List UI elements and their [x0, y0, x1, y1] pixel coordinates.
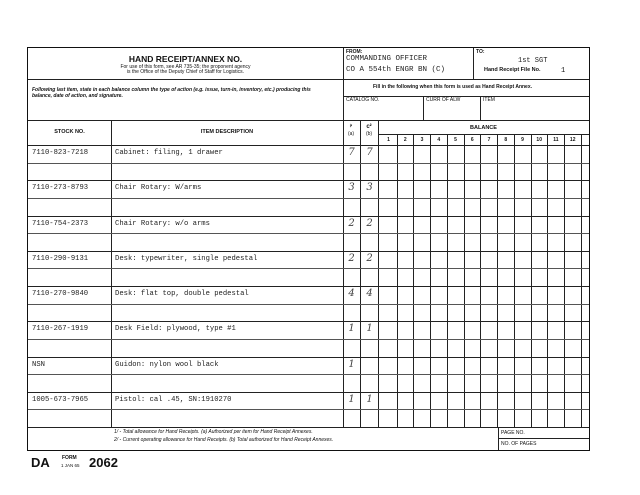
balance-grid-line	[581, 134, 582, 427]
balance-column-number: 9	[521, 137, 524, 143]
item-description-cell[interactable]: Chair Rotary: w/o arms	[115, 219, 210, 228]
stock-number-cell[interactable]: 7110-754-2373	[32, 219, 89, 228]
col-b-divider	[378, 120, 379, 427]
footer-top-rule	[28, 427, 589, 428]
header-divider-to	[473, 48, 474, 80]
column-b-sub: (b)	[365, 131, 373, 137]
item-description-cell[interactable]: Desk: flat top, double pedestal	[115, 290, 249, 298]
stock-number-cell[interactable]: NSN	[32, 360, 45, 369]
column-b-value[interactable]: 7	[366, 147, 373, 158]
header-divider-from	[343, 48, 344, 80]
column-a-value[interactable]: 1	[348, 393, 355, 405]
balance-column-number: 7	[487, 137, 491, 143]
row-rule	[28, 286, 589, 287]
catalog-no-label: CATALOG NO.	[346, 97, 380, 103]
item-description-cell[interactable]: Guidon: nylon wool black	[115, 360, 219, 369]
column-a-value[interactable]: 4	[348, 288, 355, 299]
desc-col-divider	[343, 120, 344, 427]
col-a-divider	[360, 120, 361, 427]
balance-grid-line	[413, 134, 414, 427]
item-description-cell[interactable]: Cabinet: filing, 1 drawer	[115, 149, 223, 157]
page-no-label: PAGE NO.	[501, 430, 525, 436]
stock-col-divider	[111, 120, 112, 427]
item-label: ITEM	[483, 97, 495, 103]
balance-grid-line	[547, 134, 548, 427]
footnote-2: 2/ - Current operating allowance for Hand Receipts. (b) Total authorized for Hand Receipt Annexes.	[114, 437, 334, 443]
from-value-line-2[interactable]: CO A 554th ENGR BN (C)	[346, 66, 446, 74]
stock-number-cell[interactable]: 7110-290-9131	[32, 254, 89, 263]
balance-grid-line	[397, 134, 398, 427]
stock-number-cell[interactable]: 7110-267-1919	[32, 325, 89, 334]
item-description-cell[interactable]: Pistol: cal .45, SN:1910270	[115, 395, 232, 404]
item-description-header: ITEM DESCRIPTION	[200, 129, 254, 135]
half-row-rule	[28, 268, 589, 269]
row-rule	[28, 321, 589, 322]
form-word: FORM	[62, 455, 77, 461]
stock-number-cell[interactable]: 7110-270-9840	[32, 290, 89, 298]
column-a-value[interactable]: 7	[348, 147, 355, 158]
curr-of-alw-label: CURR OF ALW	[426, 97, 461, 103]
from-value-line-1[interactable]: COMMANDING OFFICER	[346, 55, 428, 63]
row-rule	[28, 216, 589, 217]
row-rule	[28, 392, 589, 393]
column-b-value[interactable]: 2	[366, 252, 373, 264]
hr-file-label: Hand Receipt File No.	[484, 67, 541, 73]
balance-column-number: 2	[403, 137, 407, 143]
curr-divider	[480, 96, 481, 120]
stock-number-cell[interactable]: 7110-273-8793	[32, 184, 89, 193]
page-box-rule	[498, 438, 589, 439]
proponent-note-2: is the Office of the Deputy Chief of Staff for Logistics.	[126, 69, 245, 75]
balance-column-number: 6	[470, 137, 474, 143]
column-b-value[interactable]: 1	[366, 393, 373, 405]
hr-file-value[interactable]: 1	[561, 67, 566, 75]
column-b-header: c²	[366, 124, 372, 130]
instruction-bottom-rule	[28, 120, 589, 121]
half-row-rule	[28, 339, 589, 340]
balance-column-number: 10	[536, 137, 542, 143]
form-date: 1 JAN 65	[61, 463, 80, 468]
balance-grid-line	[514, 134, 515, 427]
instruction-divider	[343, 80, 344, 120]
no-of-pages-label: NO. OF PAGES	[501, 441, 537, 447]
half-row-rule	[28, 304, 589, 305]
balance-column-number: 4	[437, 137, 441, 143]
balance-column-number: 11	[553, 137, 559, 143]
column-b-value[interactable]: 4	[366, 288, 373, 299]
row-rule	[28, 357, 589, 358]
half-row-rule	[28, 374, 589, 375]
header-bottom-rule	[28, 79, 589, 80]
form-number: 2062	[89, 455, 118, 470]
hand-receipt-form	[27, 47, 590, 451]
balance-grid-line	[464, 134, 465, 427]
balance-column-number: 8	[504, 137, 508, 143]
instruction-text: Following last item, state in each balance column the type of action (e.g. issue, turn-in, inventory, etc.) producing this balance, date of action, and signature.	[32, 87, 311, 99]
half-row-rule	[28, 198, 589, 199]
to-label: TO:	[476, 49, 485, 55]
column-a-header: ⁱ′	[349, 125, 353, 131]
column-a-value[interactable]: 3	[348, 182, 355, 194]
balance-header-rule	[378, 134, 589, 135]
balance-grid-line	[497, 134, 498, 427]
annex-fill-note: Fill in the following when this form is used as Hand Receipt Annex.	[373, 84, 532, 90]
balance-column-number: 1	[387, 137, 390, 143]
column-a-sub: (a)	[347, 131, 355, 137]
column-a-value[interactable]: 2	[348, 252, 355, 264]
proponent-note-1: For use of this form, see AR 735-35; the proponent agency	[120, 64, 251, 70]
balance-grid-line	[430, 134, 431, 427]
stock-number-cell[interactable]: 7110-823-7218	[32, 149, 89, 157]
column-a-value[interactable]: 1	[348, 358, 355, 370]
table-header-bottom-rule	[28, 145, 589, 146]
to-value[interactable]: 1st SGT	[518, 57, 548, 65]
da-label: DA	[31, 455, 50, 470]
catalog-divider	[423, 96, 424, 120]
half-row-rule	[28, 163, 589, 164]
item-description-cell[interactable]: Desk Field: plywood, type #1	[115, 325, 236, 334]
stock-no-header: STOCK NO.	[54, 129, 85, 135]
row-rule	[28, 180, 589, 181]
from-label: FROM:	[346, 49, 363, 55]
column-b-value[interactable]: 1	[366, 323, 373, 335]
stock-number-cell[interactable]: 1005-673-7965	[32, 395, 89, 404]
column-b-value[interactable]: 3	[366, 182, 373, 194]
balance-grid-line	[531, 134, 532, 427]
column-a-value[interactable]: 1	[348, 323, 355, 335]
form-title: HAND RECEIPT/ANNEX NO.	[128, 54, 243, 64]
balance-column-number: 3	[420, 137, 424, 143]
balance-column-number: 5	[454, 137, 457, 143]
footnote-1: 1/ - Total allowance for Hand Receipts. (a) Authorized per item for Hand Receipt Annexes.	[114, 429, 313, 435]
balance-column-number: 12	[569, 137, 576, 143]
annex-rule	[343, 96, 589, 97]
row-rule	[28, 251, 589, 252]
item-description-cell[interactable]: Desk: typewriter, single pedestal	[115, 254, 258, 263]
item-description-cell[interactable]: Chair Rotary: W/arms	[115, 184, 202, 193]
half-row-rule	[28, 233, 589, 234]
column-a-value[interactable]: 2	[348, 217, 355, 229]
balance-grid-line	[447, 134, 448, 427]
balance-grid-line	[564, 134, 565, 427]
balance-header: BALANCE	[470, 125, 497, 131]
column-b-value[interactable]: 2	[366, 217, 373, 229]
balance-grid-line	[480, 134, 481, 427]
half-row-rule	[28, 409, 589, 410]
